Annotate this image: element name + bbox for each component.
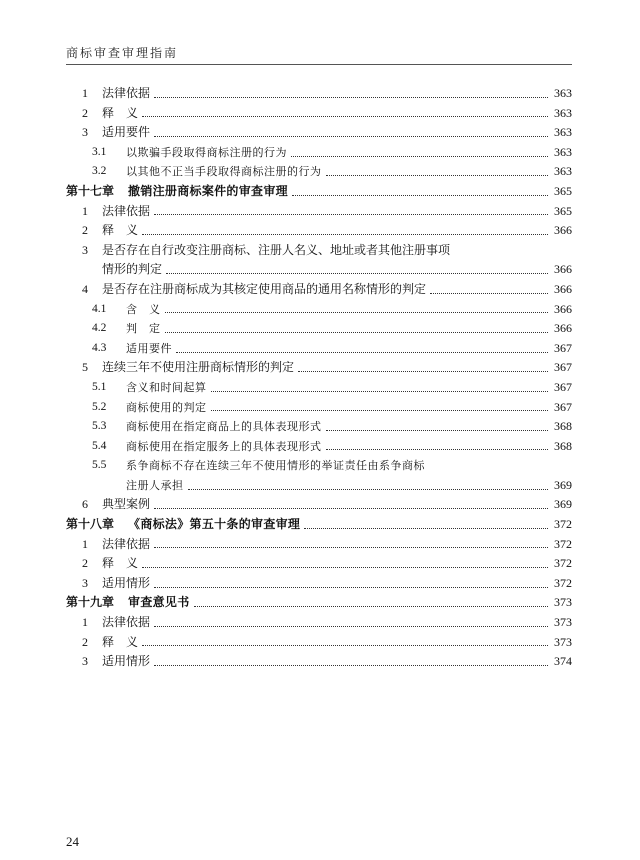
dot-leader (154, 664, 548, 666)
toc-entry-number: 1 (82, 203, 88, 218)
dot-leader (142, 115, 548, 117)
toc-entry-page: 372 (554, 575, 572, 590)
toc-entry-number: 第十九章 (66, 595, 115, 610)
toc-entry-number: 2 (82, 634, 88, 649)
toc-entry-title: 注册人承担 (126, 478, 184, 492)
toc-entry-page: 363 (554, 164, 572, 179)
toc-entry-page: 373 (554, 615, 572, 630)
toc-entry-title: 情形的判定 (102, 262, 163, 277)
toc-entry-title: 释 义 (102, 556, 139, 571)
toc-entry (66, 398, 572, 418)
dot-leader (326, 448, 549, 450)
toc-entry-title: 释 义 (102, 634, 139, 649)
toc-entry-number: 5 (82, 360, 88, 375)
toc-chapter-entry (66, 515, 572, 535)
toc-entry-title: 适用要件 (126, 341, 172, 355)
dot-leader (154, 546, 548, 548)
toc-entry-page: 366 (554, 281, 572, 296)
toc-entry-page: 363 (554, 144, 572, 159)
toc-entry-number: 3 (82, 654, 88, 669)
dot-leader (292, 194, 548, 196)
toc-entry-number: 3 (82, 575, 88, 590)
toc-entry-number: 2 (82, 223, 88, 238)
dot-leader (154, 135, 548, 137)
toc-entry-title: 含 义 (126, 302, 161, 316)
dot-leader (298, 370, 548, 372)
dot-leader (154, 507, 548, 509)
dot-leader (430, 292, 548, 294)
toc-entry-number: 4.2 (92, 322, 107, 335)
toc-entry (66, 476, 572, 496)
toc-entry-page: 367 (554, 360, 572, 375)
toc-entry-title: 审查意见书 (128, 595, 190, 610)
toc-entry-page: 366 (554, 262, 572, 277)
dot-leader (142, 233, 548, 235)
table-of-contents (66, 84, 572, 672)
toc-entry-title: 以欺骗手段取得商标注册的行为 (126, 145, 287, 159)
toc-entry-number: 5.2 (92, 400, 107, 413)
toc-entry-page: 367 (554, 379, 572, 394)
toc-entry-title: 商标使用在指定商品上的具体表现形式 (126, 420, 322, 434)
toc-entry-page: 369 (554, 497, 572, 512)
toc-entry-title: 撤销注册商标案件的审查审理 (128, 183, 288, 198)
toc-entry-number: 5.1 (92, 380, 107, 393)
toc-entry (66, 437, 572, 457)
toc-entry (66, 280, 572, 300)
header-divider (66, 64, 572, 65)
toc-entry-page: 366 (554, 223, 572, 238)
toc-entry-title: 以其他不正当手段取得商标注册的行为 (126, 165, 322, 179)
toc-entry-page: 367 (554, 399, 572, 414)
dot-leader (154, 96, 548, 98)
toc-entry (66, 535, 572, 555)
toc-entry-page: 367 (554, 340, 572, 355)
toc-entry-number: 5.5 (92, 459, 107, 472)
toc-entry-page: 369 (554, 477, 572, 492)
toc-entry (66, 456, 572, 476)
toc-entry (66, 241, 572, 261)
dot-leader (211, 390, 549, 392)
dot-leader (165, 311, 549, 313)
dot-leader (154, 213, 548, 215)
toc-entry-number: 2 (82, 105, 88, 120)
dot-leader (326, 429, 549, 431)
toc-entry-page: 368 (554, 419, 572, 434)
toc-entry-page: 373 (554, 595, 572, 610)
toc-entry-page: 363 (554, 105, 572, 120)
dot-leader (326, 174, 549, 176)
toc-entry-page: 366 (554, 301, 572, 316)
toc-entry-page: 366 (554, 321, 572, 336)
toc-entry-page: 363 (554, 86, 572, 100)
toc-chapter-entry (66, 593, 572, 613)
toc-entry-page: 374 (554, 654, 572, 669)
toc-entry-number: 3.1 (92, 145, 107, 158)
toc-entry (66, 162, 572, 182)
toc-entry-number: 3 (82, 125, 88, 140)
toc-entry-number: 第十七章 (66, 183, 115, 198)
toc-entry (66, 652, 572, 672)
toc-entry-title: 判 定 (126, 322, 161, 336)
toc-entry-title: 典型案例 (102, 497, 151, 512)
running-header-title: 商标审查审理指南 (66, 46, 179, 60)
toc-entry (66, 417, 572, 437)
toc-entry-number: 4.1 (92, 302, 107, 315)
toc-entry-number: 3 (82, 242, 88, 257)
dot-leader (142, 566, 548, 568)
toc-entry-number: 5.4 (92, 439, 107, 452)
toc-entry-title: 商标使用的判定 (126, 400, 207, 414)
toc-entry-number: 1 (82, 536, 88, 551)
toc-entry (66, 339, 572, 359)
toc-entry-page: 373 (554, 634, 572, 649)
toc-entry (66, 221, 572, 241)
toc-entry-title: 适用要件 (102, 125, 151, 140)
dot-leader (165, 331, 549, 333)
toc-entry-title: 法律依据 (102, 536, 151, 551)
toc-entry-page: 368 (554, 438, 572, 453)
toc-entry-number: 1 (82, 615, 88, 630)
toc-entry-number: 第十八章 (66, 517, 115, 532)
toc-entry (66, 613, 572, 633)
toc-entry-title: 适用情形 (102, 575, 151, 590)
dot-leader (176, 351, 548, 353)
toc-chapter-entry (66, 182, 572, 202)
toc-entry (66, 143, 572, 163)
toc-entry-title: 连续三年不使用注册商标情形的判定 (102, 360, 295, 375)
toc-entry-number: 2 (82, 556, 88, 571)
toc-entry-page: 363 (554, 125, 572, 140)
toc-entry-title: 法律依据 (102, 203, 151, 218)
toc-entry-title: 适用情形 (102, 654, 151, 669)
toc-entry-title: 释 义 (102, 105, 139, 120)
toc-entry-title: 《商标法》第五十条的审查审理 (128, 517, 301, 532)
dot-leader (304, 527, 548, 529)
toc-entry (66, 104, 572, 124)
toc-entry (66, 554, 572, 574)
toc-entry (66, 495, 572, 515)
toc-entry (66, 123, 572, 143)
dot-leader (154, 625, 548, 627)
toc-entry-title: 含义和时间起算 (126, 380, 207, 394)
toc-entry-number: 1 (82, 86, 88, 100)
toc-entry-page: 365 (554, 183, 572, 198)
toc-entry-number: 5.3 (92, 420, 107, 433)
page-number: 24 (66, 834, 79, 849)
dot-leader (154, 586, 548, 588)
toc-entry (66, 358, 572, 378)
toc-entry-title: 释 义 (102, 223, 139, 238)
dot-leader (291, 155, 548, 157)
toc-entry-number: 4 (82, 281, 88, 296)
dot-leader (188, 488, 549, 490)
toc-entry-title: 法律依据 (102, 615, 151, 630)
toc-entry (66, 319, 572, 339)
toc-entry (66, 378, 572, 398)
dot-leader (142, 644, 548, 646)
toc-entry-number: 6 (82, 497, 88, 512)
toc-entry (66, 574, 572, 594)
toc-entry-page: 372 (554, 517, 572, 532)
toc-entry-title: 系争商标不存在连续三年不使用情形的举证责任由系争商标 (126, 459, 425, 473)
toc-entry-page: 365 (554, 203, 572, 218)
toc-entry (66, 202, 572, 222)
toc-entry-title: 商标使用在指定服务上的具体表现形式 (126, 439, 322, 453)
toc-entry (66, 84, 572, 104)
toc-entry-page: 372 (554, 556, 572, 571)
toc-entry-number: 4.3 (92, 341, 107, 354)
toc-entry-title: 法律依据 (102, 86, 151, 100)
dot-leader (194, 605, 548, 607)
toc-entry-page: 372 (554, 536, 572, 551)
dot-leader (166, 272, 548, 274)
toc-entry (66, 633, 572, 653)
toc-entry-number: 3.2 (92, 165, 107, 178)
dot-leader (211, 409, 549, 411)
toc-entry-title: 是否存在自行改变注册商标、注册人名义、地址或者其他注册事项 (102, 242, 451, 257)
toc-entry (66, 300, 572, 320)
toc-entry (66, 260, 572, 280)
toc-entry-title: 是否存在注册商标成为其核定使用商品的通用名称情形的判定 (102, 281, 427, 296)
